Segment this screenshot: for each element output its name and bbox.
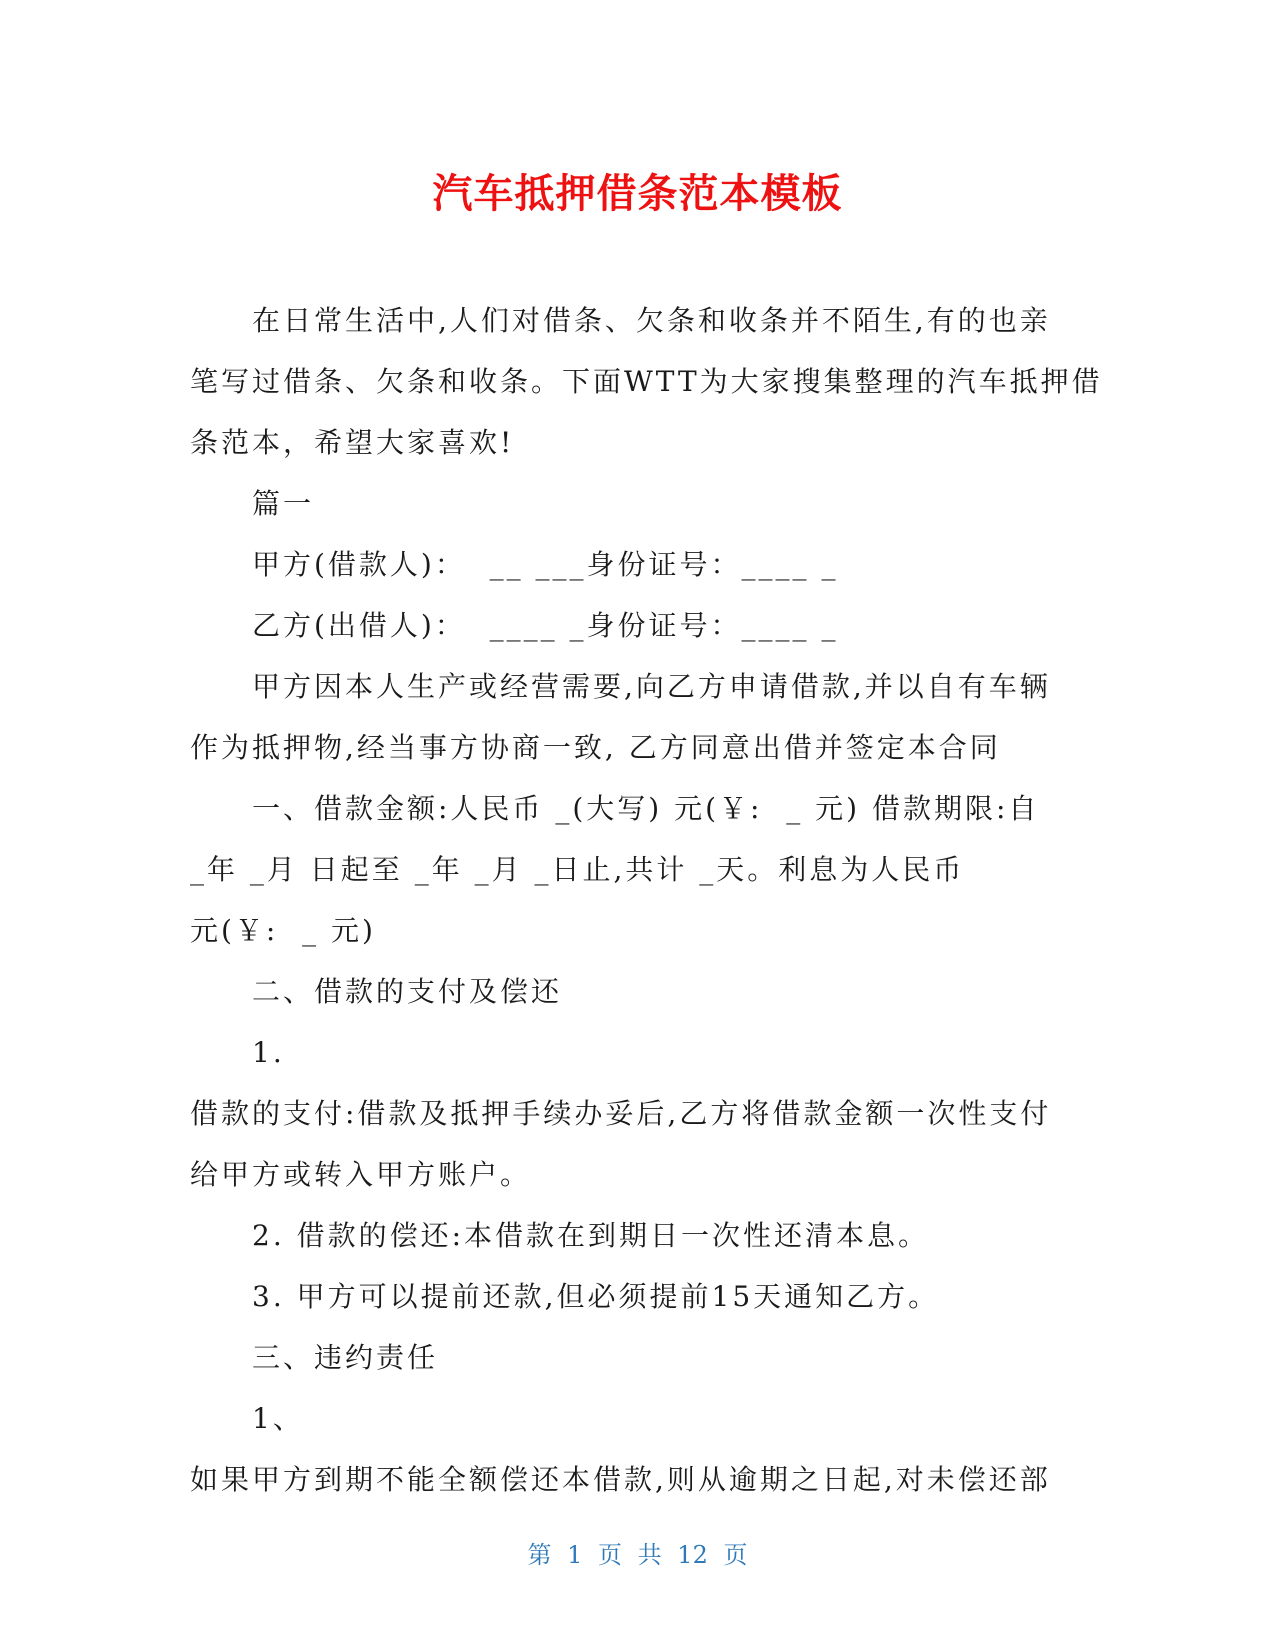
document-title: 汽车抵押借条范本模板 [432, 171, 843, 217]
clause-line: 元(￥: _ 元) [190, 914, 376, 947]
clause-line: 给甲方或转入甲方账户。 [190, 1158, 532, 1191]
paragraph-line: 笔写过借条、欠条和收条。下面WTT为大家搜集整理的汽车抵押借 [190, 365, 1103, 398]
clause-line: 借款的支付:借款及抵押手续办妥后,乙方将借款金额一次性支付 [190, 1097, 1052, 1130]
clause-line: 2. 借款的偿还:本借款在到期日一次性还清本息。 [252, 1219, 930, 1252]
clause-heading: 三、违约责任 [252, 1341, 439, 1374]
clause-line: _年 _月 日起至 _年 _月 _日止,共计 _天。利息为人民币 [190, 853, 965, 886]
paragraph-line: 在日常生活中,人们对借条、欠条和收条并不陌生,有的也亲 [252, 304, 1051, 337]
lender-field: 乙方(出借人)： ____ _身份证号：____ _ [252, 609, 839, 642]
paragraph-line: 条范本，希望大家喜欢! [190, 426, 515, 459]
section-heading: 篇一 [252, 487, 315, 520]
document-body [190, 290, 1103, 1510]
clause-number: 1、 [252, 1402, 304, 1435]
clause-line: 如果甲方到期不能全额偿还本借款,则从逾期之日起,对未偿还部 [190, 1463, 1051, 1496]
borrower-field: 甲方(借款人)： __ ___身份证号：____ _ [252, 548, 839, 581]
paragraph-line: 甲方因本人生产或经营需要,向乙方申请借款,并以自有车辆 [252, 670, 1051, 703]
page-number-footer: 第 1 页 共 12 页 [527, 1541, 748, 1569]
paragraph-line: 作为抵押物,经当事方协商一致, 乙方同意出借并签定本合同 [190, 731, 1001, 764]
clause-number: 1. [252, 1036, 285, 1069]
clause-heading: 二、借款的支付及偿还 [252, 975, 563, 1008]
clause-line: 一、借款金额:人民币 _(大写) 元(￥: _ 元) 借款期限:自 [252, 792, 1040, 825]
clause-line: 3. 甲方可以提前还款,但必须提前15天通知乙方。 [252, 1280, 940, 1313]
